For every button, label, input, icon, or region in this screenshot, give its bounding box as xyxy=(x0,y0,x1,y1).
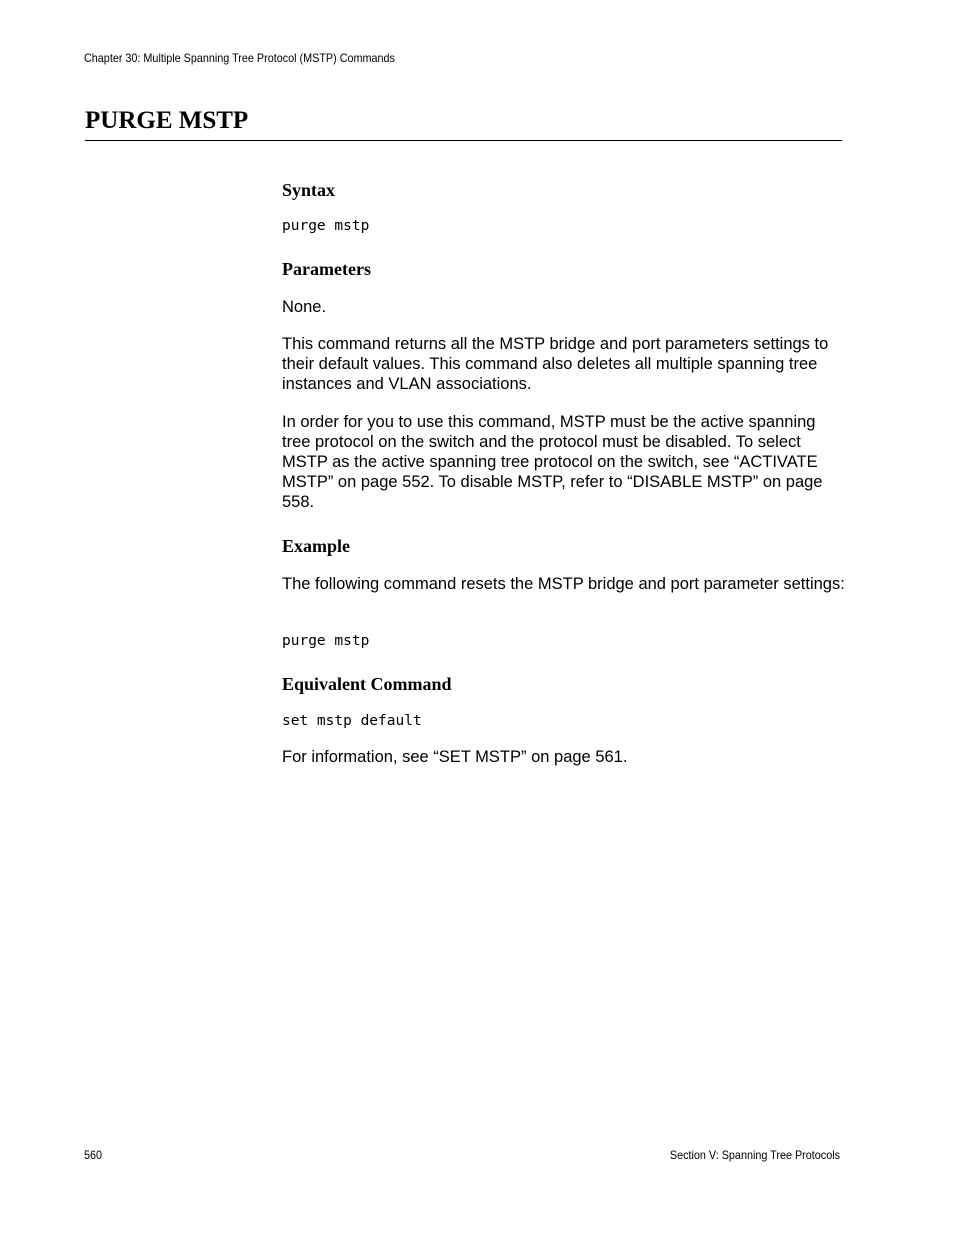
title-rule xyxy=(85,140,842,141)
example-heading: Example xyxy=(282,536,351,556)
example-text: The following command resets the MSTP bridge and port parameter settings: xyxy=(282,575,845,593)
equivalent-heading: Equivalent Command xyxy=(282,674,452,694)
running-footer-section: Section V: Spanning Tree Protocols xyxy=(669,1148,840,1162)
parameters-note: In order for you to use this command, MSTP must be the active spanning tree protocol on the switch and the protocol must be disabled. To select MSTP as the active spanning tree protocol on the switch, see “ACTIVATE MSTP” on page 552. To disable MSTP, refer to “DISABLE MSTP” on page 558. xyxy=(282,413,823,511)
parameters-none: None. xyxy=(282,298,327,316)
syntax-heading: Syntax xyxy=(282,180,336,200)
equivalent-code: set mstp default xyxy=(282,713,422,729)
parameters-heading: Parameters xyxy=(282,259,371,279)
page-title: PURGE MSTP xyxy=(85,107,249,134)
syntax-code: purge mstp xyxy=(282,218,370,234)
parameters-description: This command returns all the MSTP bridge and port parameters settings to their default values. This command also deletes all multiple spanning tree instances and VLAN associations. xyxy=(282,335,829,393)
example-code: purge mstp xyxy=(282,633,370,649)
running-header: Chapter 30: Multiple Spanning Tree Protocol (MSTP) Commands xyxy=(84,51,395,65)
page-number: 560 xyxy=(84,1148,103,1162)
equivalent-info: For information, see “SET MSTP” on page 561. xyxy=(282,748,628,766)
